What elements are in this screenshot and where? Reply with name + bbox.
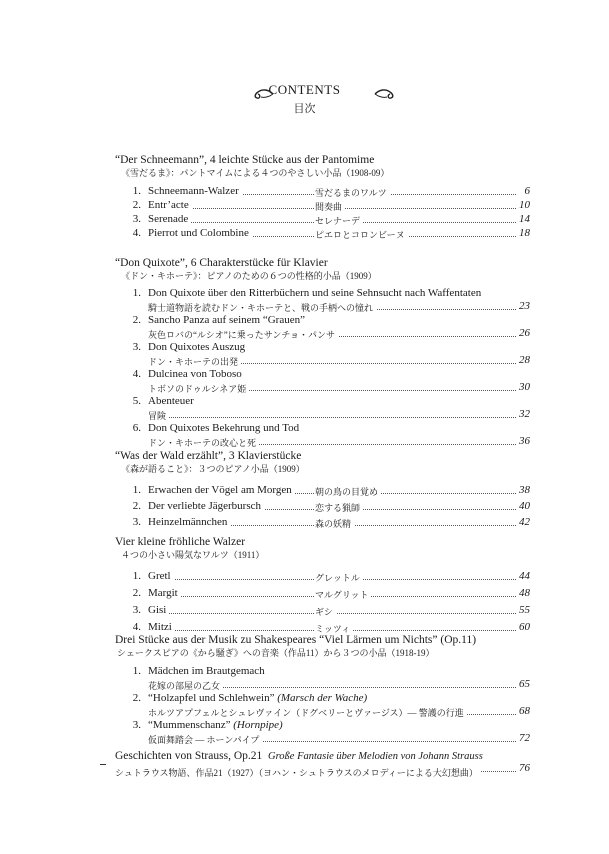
toc-entry[interactable]: Geschichten von Strauss, Op.21 Große Fantasie über Melodien von Johann Strauss シュトラウス物語、作品21（1927）（ヨハン・シュトラウスのメロディーによる大幻想曲） 76 bbox=[115, 750, 530, 778]
right-ornament-icon bbox=[374, 88, 396, 100]
section-don-quixote bbox=[115, 256, 530, 448]
toc-entry[interactable]: 1. Mädchen im Brautgemach 花嫁の部屋の乙女 65 bbox=[132, 665, 530, 691]
toc-entry[interactable]: 1. Schneemann-Walzer 雪だるまのワルツ 6 bbox=[132, 185, 530, 198]
toc-entry[interactable]: 1. Don Quixote über den Ritterbüchern und seine Sehnsucht nach Waffentaten 騎士道物語を読むドン・キホーテと、戦の手柄への憧れ 23 bbox=[132, 287, 530, 313]
page-subtitle: 目次 bbox=[293, 103, 316, 115]
toc-entry[interactable]: 3. “Mummenschanz” (Hornpipe) 仮面舞踏会 ― ホーンパイプ 72 bbox=[132, 719, 530, 745]
section-title: Drei Stücke aus der Musik zu Shakespeares “Viel Lärmen um Nichts” (Op.11) bbox=[115, 634, 477, 646]
section-subtitle: 《ドン・キホーテ》：ピアノのための６つの性格的小品（1909） bbox=[121, 271, 377, 281]
toc-entry[interactable]: 2. Margit マルグリット 48 bbox=[132, 587, 530, 600]
toc-entry[interactable]: 6. Don Quixotes Bekehrung und Tod ドン・キホーテの改心と死 36 bbox=[132, 422, 530, 448]
toc-entry[interactable]: 5. Abenteuer 冒険 32 bbox=[132, 395, 530, 421]
toc-entry[interactable]: 2. Der verliebte Jägerbursch 恋する猟師 40 bbox=[132, 500, 530, 513]
toc-entry[interactable]: 3. Don Quixotes Auszug ドン・キホーテの出発 28 bbox=[132, 341, 530, 367]
toc-entry[interactable]: 2. Entr’acte 間奏曲 10 bbox=[132, 199, 530, 212]
toc-entry[interactable]: 4. Pierrot und Colombine ピエロとコロンビーヌ 18 bbox=[132, 227, 530, 240]
section-subtitle: ４つの小さい陽気なワルツ（1911） bbox=[121, 550, 265, 560]
section-subtitle: 《森が語ること》：３つのピアノ小品（1909） bbox=[121, 464, 305, 474]
page-title: CONTENTS bbox=[268, 82, 341, 97]
section-subtitle: シェークスピアの《から騒ぎ》への音楽（作品11）から３つの小品（1918-19） bbox=[117, 648, 435, 658]
contents-header bbox=[0, 82, 609, 116]
toc-entry[interactable]: 3. Serenade セレナーデ 14 bbox=[132, 213, 530, 226]
section-subtitle: 《雪だるま》：パントマイムによる４つのやさしい小品（1908-09） bbox=[121, 168, 390, 178]
toc-entry[interactable]: 1. Erwachen der Vögel am Morgen 朝の鳥の目覚め 38 bbox=[132, 484, 530, 497]
section-title: “Was der Wald erzählt”, 3 Klavierstücke bbox=[115, 450, 302, 462]
section-title: Vier kleine fröhliche Walzer bbox=[115, 536, 246, 548]
section-strauss[interactable] bbox=[115, 750, 530, 780]
toc-entry[interactable]: 4. Dulcinea von Toboso トボソのドゥルシネア姫 30 bbox=[132, 368, 530, 394]
toc-entry[interactable]: 3. Gisi ギシ 55 bbox=[132, 604, 530, 617]
section-wald bbox=[115, 449, 530, 531]
section-walzer bbox=[115, 535, 530, 637]
section-title: “Don Quixote”, 6 Charakterstücke für Klavier bbox=[115, 257, 328, 269]
toc-entry[interactable]: 2. “Holzapfel und Schlehwein” (Marsch der Wache) ホルツアプフェルとシュレヴァイン（ドグベリーとヴァージス）― 警護の行進 68 bbox=[132, 692, 530, 718]
section-shakespeare bbox=[115, 633, 530, 745]
section-title: “Der Schneemann”, 4 leichte Stücke aus der Pantomime bbox=[115, 154, 375, 166]
toc-entry[interactable]: 1. Gretl グレットル 44 bbox=[132, 570, 530, 583]
left-ornament-icon bbox=[252, 88, 274, 100]
section-schneemann bbox=[115, 153, 530, 240]
toc-entry[interactable]: 4. Mitzi ミッツィ 60 bbox=[132, 621, 530, 634]
toc-entry[interactable]: 2. Sancho Panza auf seinem “Grauen” 灰色ロバの“ルシオ”に乗ったサンチョ・パンサ 26 bbox=[132, 314, 530, 340]
toc-entry[interactable]: 3. Heinzelmännchen 森の妖精 42 bbox=[132, 516, 530, 529]
